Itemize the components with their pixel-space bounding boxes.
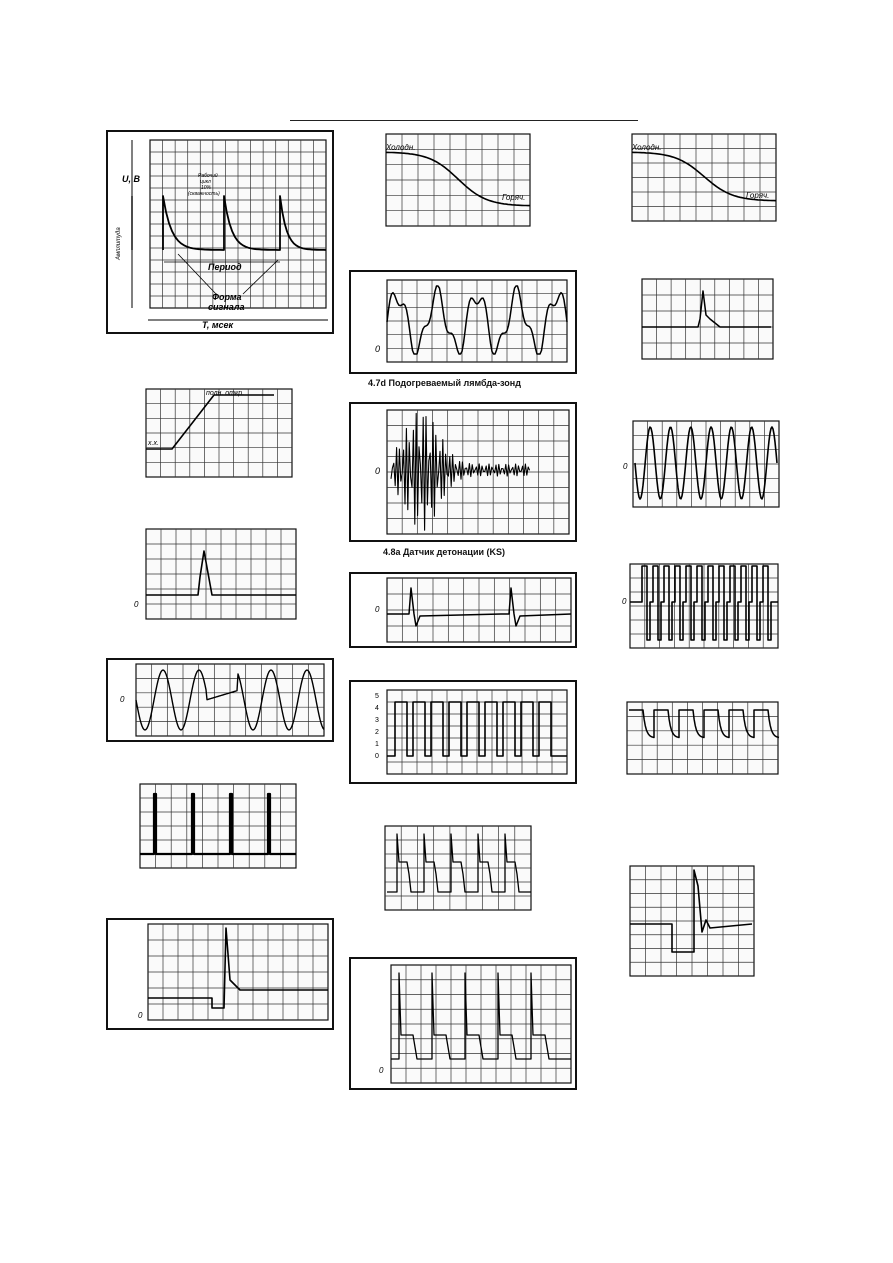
top-rule <box>290 120 638 121</box>
temperature-sensor-trace-b <box>628 130 780 225</box>
signal-shape-label-1: Форма <box>212 292 242 302</box>
x-axis-label: T, мсек <box>202 320 234 330</box>
cold-label: Холодн. <box>632 143 662 152</box>
injector-trace-small <box>383 822 533 914</box>
injector-large-panel <box>349 957 577 1090</box>
signal-shape-label-2: сигнала <box>208 302 245 312</box>
zero-label: 0 <box>375 605 380 614</box>
scale-3: 3 <box>375 717 379 724</box>
temperature-sensor-trace-a <box>382 130 534 230</box>
scale-0: 0 <box>375 753 379 760</box>
square-wave-panel <box>349 680 577 784</box>
zero-label: 0 <box>138 1011 143 1020</box>
double-spike-panel <box>349 572 577 648</box>
hot-label: Горяч. <box>502 193 526 202</box>
idle-label: х.х. <box>148 440 159 447</box>
lambda-sensor-panel <box>349 270 577 374</box>
zero-label: 0 <box>134 600 139 609</box>
duty-note-line-1: Рабочий <box>198 173 218 179</box>
scale-4: 4 <box>375 705 379 712</box>
period-label: Период <box>208 262 242 272</box>
knock-sensor-panel <box>349 402 577 542</box>
duty-note-line-4: (скважность) <box>188 191 220 197</box>
sine-dropout-panel <box>106 658 334 742</box>
dense-square-trace <box>620 560 780 652</box>
sparse-pulse-trace <box>138 780 298 872</box>
sine-trace-right <box>623 417 783 512</box>
scale-5: 5 <box>375 693 379 700</box>
y-axis-label: U, В <box>122 174 140 184</box>
scale-2: 2 <box>375 729 379 736</box>
hot-label: Горяч. <box>746 191 770 200</box>
spike-trace-left <box>130 525 300 623</box>
ignition-primary-trace <box>628 862 756 980</box>
zero-label: 0 <box>375 466 381 476</box>
signal-anatomy-plot <box>108 132 332 332</box>
zero-label: 0 <box>120 695 125 704</box>
zero-label: 0 <box>375 344 381 354</box>
duty-note-line-2: цикл <box>200 179 211 185</box>
wot-label: полн. откр. <box>206 390 245 397</box>
zero-label: 0 <box>623 462 628 471</box>
decaying-square-trace <box>625 698 780 778</box>
knock-caption: 4.8a Датчик детонации (KS) <box>383 547 506 557</box>
lambda-caption: 4.7d Подогреваемый лямбда-зонд <box>368 378 521 388</box>
spike-trace-right <box>640 275 775 363</box>
zero-label: 0 <box>379 1066 384 1075</box>
zero-label: 0 <box>622 597 627 606</box>
throttle-position-trace <box>144 385 294 480</box>
amplitude-label: Амплитуда <box>116 227 122 260</box>
step-spike-panel <box>106 918 334 1030</box>
cold-label: Холодн. <box>386 143 416 152</box>
scale-1: 1 <box>375 741 379 748</box>
signal-anatomy-diagram <box>106 130 334 334</box>
duty-note-line-3: 10% <box>201 185 212 191</box>
